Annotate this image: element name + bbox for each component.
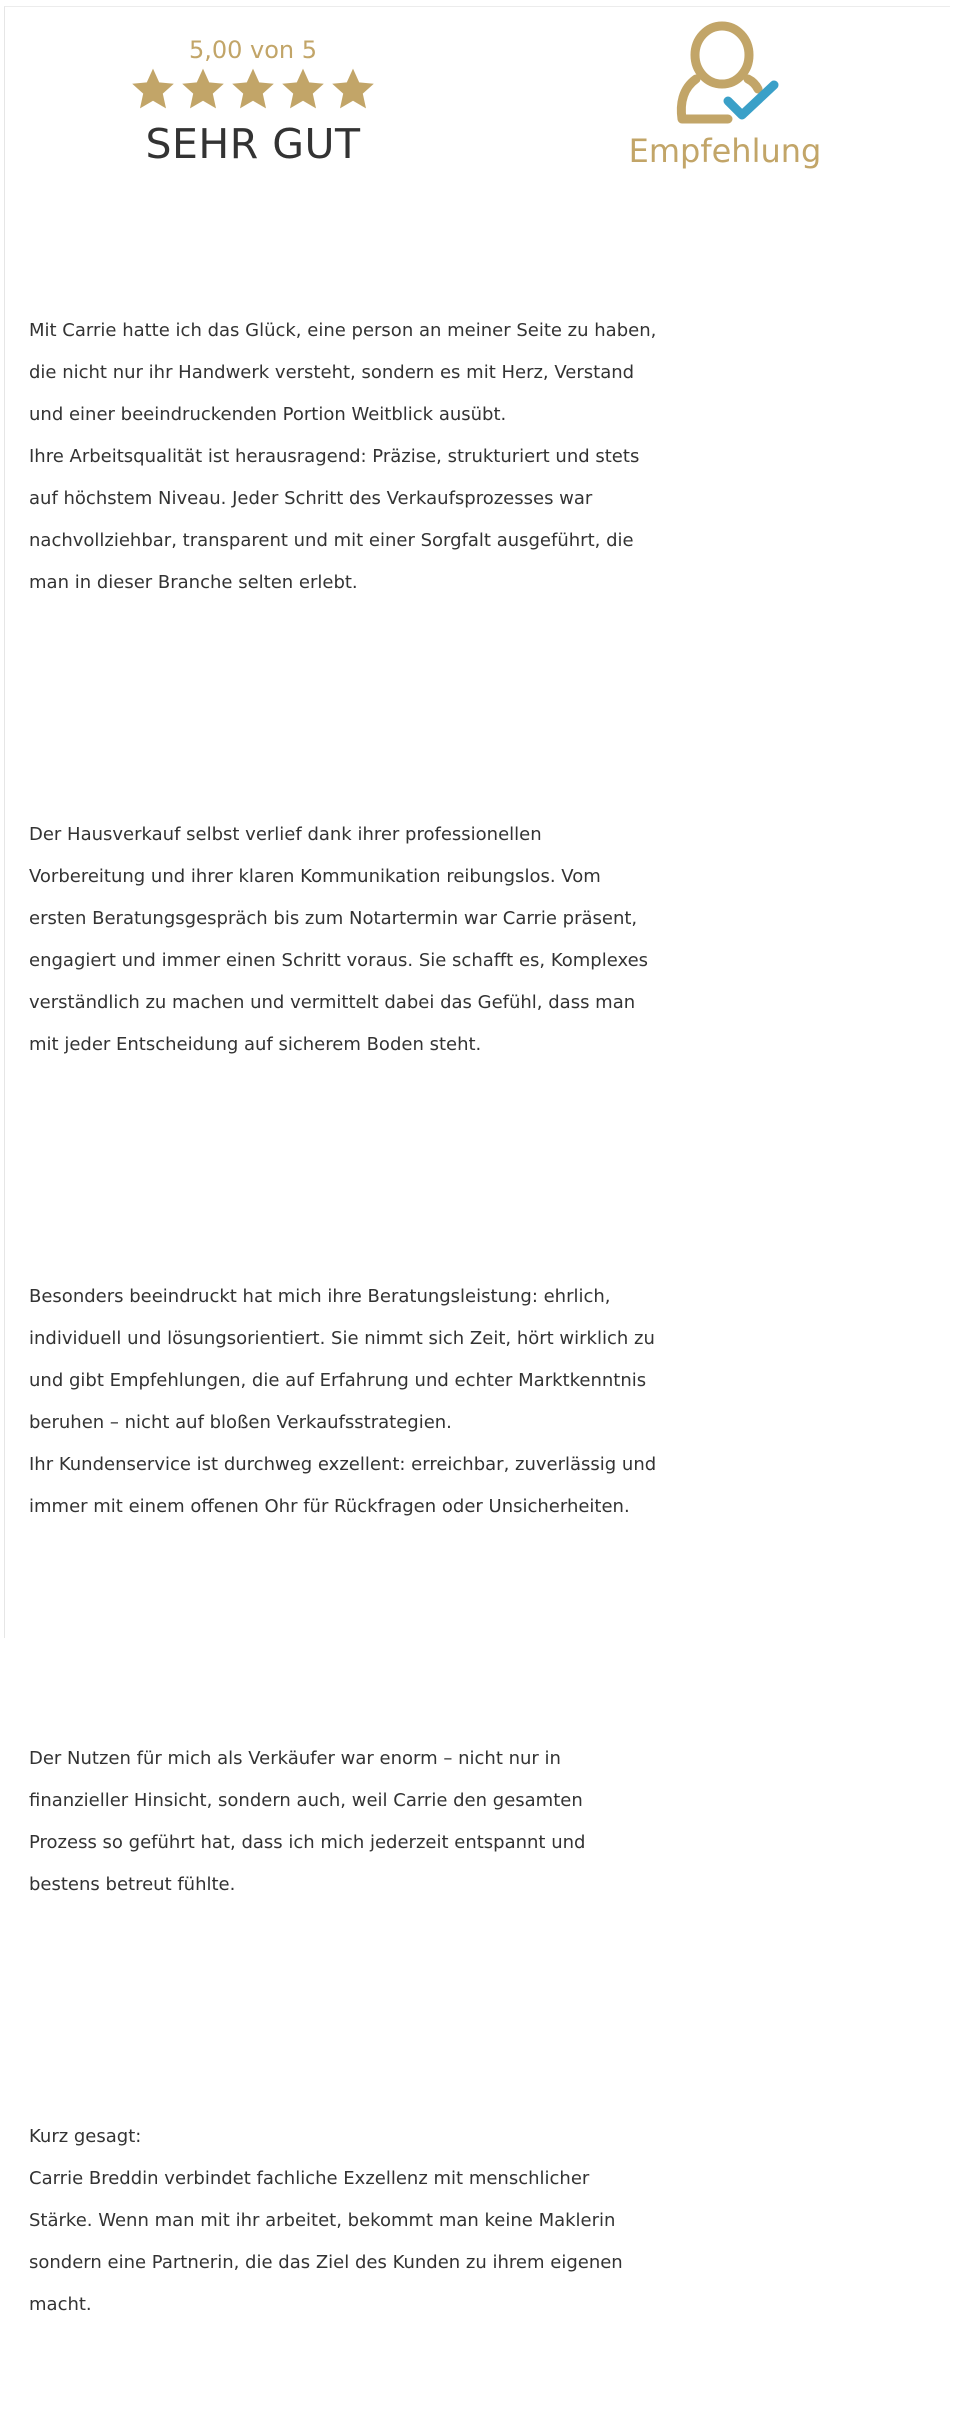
recommendation <box>605 15 845 171</box>
review-text <box>29 226 959 2410</box>
star-icon <box>329 65 377 113</box>
rating-summary <box>115 35 391 169</box>
review-paragraph-spacer <box>29 1150 959 1192</box>
star-icon <box>129 65 177 113</box>
rating-score: 5,00 von 5 <box>188 36 318 64</box>
review-paragraph-spacer <box>29 1990 959 2032</box>
review-paragraph-spacer <box>29 688 959 730</box>
review-paragraph: Kurz gesagt: Carrie Breddin verbindet fachliche Exzellenz mit menschlicher Stärke. Wenn man mit ihr arbeitet, bekommt man keine Maklerin sondern eine Partnerin, die das Ziel des Kunden zu ihrem eigenen macht. <box>29 2126 623 2315</box>
review-paragraph-spacer <box>29 1612 959 1654</box>
star-icon <box>279 65 327 113</box>
star-icon <box>229 65 277 113</box>
recommendation-label: Empfehlung <box>628 132 822 170</box>
user-check-icon <box>670 15 780 133</box>
review-paragraph: Besonders beeindruckt hat mich ihre Beratungsleistung: ehrlich, individuell und lösungsorientiert. Sie nimmt sich Zeit, hört wirklich zu und gibt Empfehlungen, die auf Erfahrung und echter Marktkenntnis beruhen – nicht auf bloßen Verkaufsstrategien. Ihr Kundenservice ist durchweg exzellent: erreichbar, zuverlässig und immer mit einem offenen Ohr für Rückfragen oder Unsicherheiten. <box>29 1286 657 1517</box>
review-paragraph: Der Nutzen für mich als Verkäufer war enorm – nicht nur in finanzieller Hinsicht, sondern auch, weil Carrie den gesamten Prozess so geführt hat, dass ich mich jederzeit entspannt und bestens betreut fühlte. <box>29 1748 586 1895</box>
review-paragraph: Der Hausverkauf selbst verlief dank ihrer professionellen Vorbereitung und ihrer klaren Kommunikation reibungslos. Vom ersten Beratungsgespräch bis zum Notartermin war Carrie präsent, engagiert und immer einen Schritt voraus. Sie schafft es, Komplexes verständlich zu machen und vermittelt dabei das Gefühl, dass man mit jeder Entscheidung auf sicherem Boden steht. <box>29 824 649 1055</box>
review-paragraph: Mit Carrie hatte ich das Glück, eine person an meiner Seite zu haben, die nicht nur ihr Handwerk versteht, sondern es mit Herz, Verstand und einer beeindruckenden Portion Weitblick ausübt. Ihre Arbeitsqualität ist herausragend: Präzise, strukturiert und stets auf höchstem Niveau. Jeder Schritt des Verkaufsprozesses war nachvollziehbar, transparent und mit einer Sorgfalt ausgeführt, die man in dieser Branche selten erlebt. <box>29 320 657 593</box>
star-icon <box>179 65 227 113</box>
star-rating <box>115 65 391 117</box>
rating-verdict: SEHR GUT <box>145 120 361 168</box>
review-card <box>4 6 950 2315</box>
